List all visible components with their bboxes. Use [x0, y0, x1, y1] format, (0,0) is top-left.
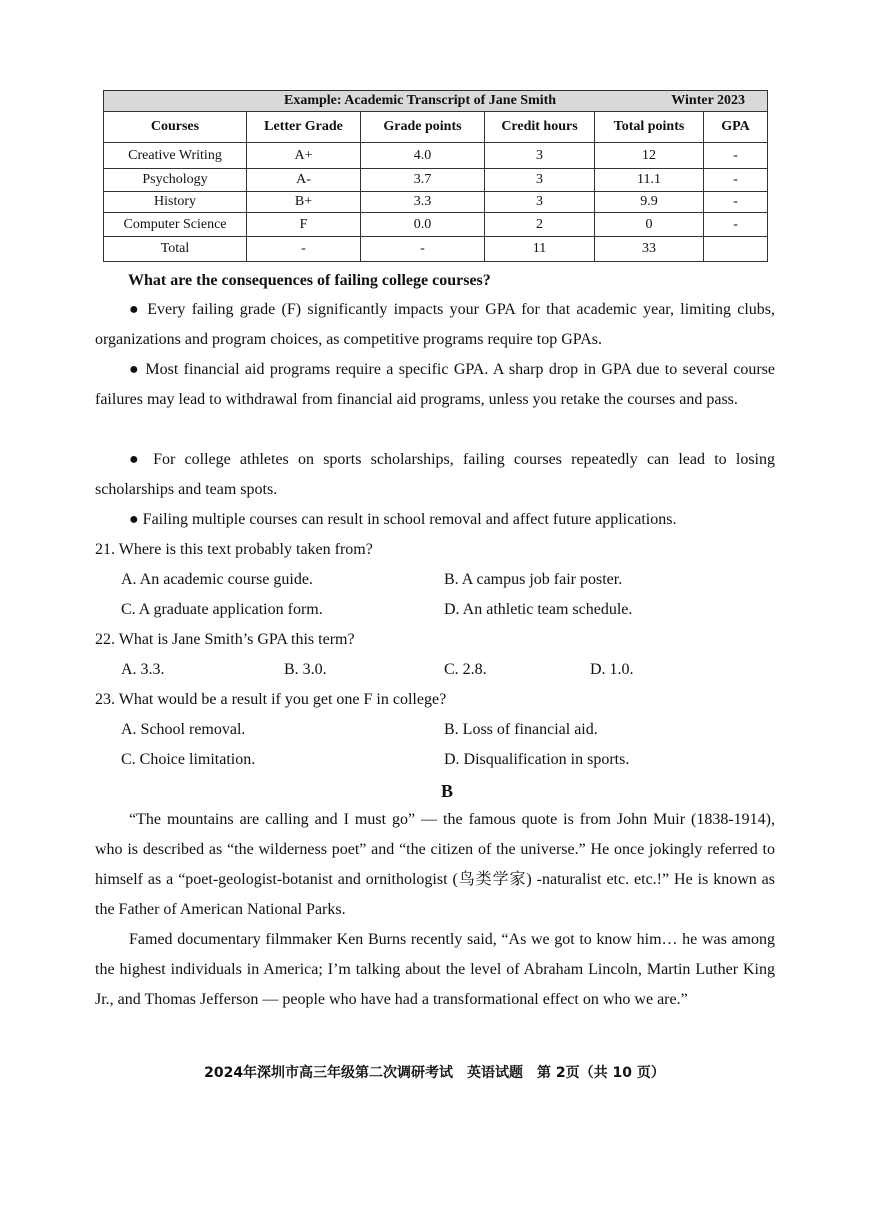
passage-paragraph: Famed documentary filmmaker Ken Burns recently said, “As we got to know him… he was among the highest individuals in America; I’m talking about the level of Abraham Lincoln, Martin Luther King Jr., and Thomas Jefferson — people who have had a transformational effect on who we are.”: [95, 931, 775, 1008]
table-cell: 12: [595, 143, 704, 169]
question-22-option-a: A. 3.3.: [121, 661, 165, 678]
question-21-stem: 21. Where is this text probably taken from?: [95, 541, 373, 558]
table-cell: 3: [485, 192, 595, 213]
bullet-paragraph: ● For college athletes on sports scholarships, failing courses repeatedly can lead to losing scholarships and team spots.: [95, 451, 775, 498]
table-cell: 3: [485, 143, 595, 169]
passage-paragraph: “The mountains are calling and I must go” — the famous quote is from John Muir (1838-1914), who is described as “the wilderness poet” and “the citizen of the universe.” He once jokingly referred to himself as a “poet-geologist-botanist and ornithologist (鸟类学家) -naturalist etc. etc.!” He is known as the Father of American National Parks.: [95, 811, 775, 918]
table-caption-title: Example: Academic Transcript of Jane Smith: [284, 93, 557, 108]
table-header-row: [104, 112, 768, 143]
table-cell: 0.0: [361, 213, 485, 237]
table-cell: 3.3: [361, 192, 485, 213]
table-cell: -: [704, 169, 768, 192]
table-cell: 9.9: [595, 192, 704, 213]
transcript-table: [103, 90, 768, 262]
question-22-option-c: C. 2.8.: [444, 661, 487, 678]
table-cell: [704, 237, 768, 262]
table-total-row: [104, 237, 768, 262]
table-cell: 11.1: [595, 169, 704, 192]
table-cell: 2: [485, 213, 595, 237]
table-cell: 0: [595, 213, 704, 237]
question-21-option-a: A. An academic course guide.: [121, 571, 313, 588]
table-cell: -: [704, 143, 768, 169]
table-cell: Creative Writing: [104, 143, 247, 169]
table-header: Total points: [595, 112, 704, 143]
table-cell: Psychology: [104, 169, 247, 192]
table-cell: 3.7: [361, 169, 485, 192]
question-23-option-a: A. School removal.: [121, 721, 246, 738]
section-b-heading: B: [441, 781, 454, 801]
table-cell: A-: [247, 169, 361, 192]
question-21-option-b: B. A campus job fair poster.: [444, 571, 623, 588]
question-23-option-b: B. Loss of financial aid.: [444, 721, 598, 738]
table-cell: 4.0: [361, 143, 485, 169]
table-header: Credit hours: [485, 112, 595, 143]
table-cell: 11: [485, 237, 595, 262]
table-cell: History: [104, 192, 247, 213]
table-row: [104, 213, 768, 237]
table-cell: A+: [247, 143, 361, 169]
bullet-paragraph: ● Failing multiple courses can result in school removal and affect future applications.: [129, 511, 677, 528]
bullet-paragraph: ● Every failing grade (F) significantly impacts your GPA for that academic year, limiting clubs, organizations and program choices, as competitive programs require top GPAs.: [95, 301, 775, 348]
table-cell: 33: [595, 237, 704, 262]
table-header: GPA: [704, 112, 768, 143]
table-caption-term: Winter 2023: [671, 93, 746, 108]
question-21-option-d: D. An athletic team schedule.: [444, 601, 633, 618]
table-cell: -: [247, 237, 361, 262]
table-cell: -: [361, 237, 485, 262]
table-row: [104, 143, 768, 169]
table-row: [104, 192, 768, 213]
table-header: Courses: [104, 112, 247, 143]
bullet-paragraph: ● Most financial aid programs require a specific GPA. A sharp drop in GPA due to several course failures may lead to withdrawal from financial aid programs, unless you retake the courses and pass.: [95, 361, 775, 408]
question-22-option-b: B. 3.0.: [284, 661, 327, 678]
page-footer: 2024年深圳市高三年级第二次调研考试 英语试题 第 2页（共 10 页）: [204, 1065, 665, 1081]
question-21-option-c: C. A graduate application form.: [121, 601, 323, 618]
table-cell: 3: [485, 169, 595, 192]
table-cell: Computer Science: [104, 213, 247, 237]
table-row: [104, 169, 768, 192]
table-caption-row: [104, 91, 768, 112]
table-header: Letter Grade: [247, 112, 361, 143]
question-23-option-d: D. Disqualification in sports.: [444, 751, 630, 768]
table-cell: F: [247, 213, 361, 237]
table-cell: Total: [104, 237, 247, 262]
table-cell: B+: [247, 192, 361, 213]
question-22-option-d: D. 1.0.: [590, 661, 634, 678]
table-cell: -: [704, 192, 768, 213]
table-header: Grade points: [361, 112, 485, 143]
table-caption: [104, 91, 768, 112]
question-23-stem: 23. What would be a result if you get one F in college?: [95, 691, 447, 708]
question-23-option-c: C. Choice limitation.: [121, 751, 256, 768]
table-cell: -: [704, 213, 768, 237]
question-22-stem: 22. What is Jane Smith’s GPA this term?: [95, 631, 355, 648]
consequences-heading: What are the consequences of failing college courses?: [128, 272, 491, 289]
